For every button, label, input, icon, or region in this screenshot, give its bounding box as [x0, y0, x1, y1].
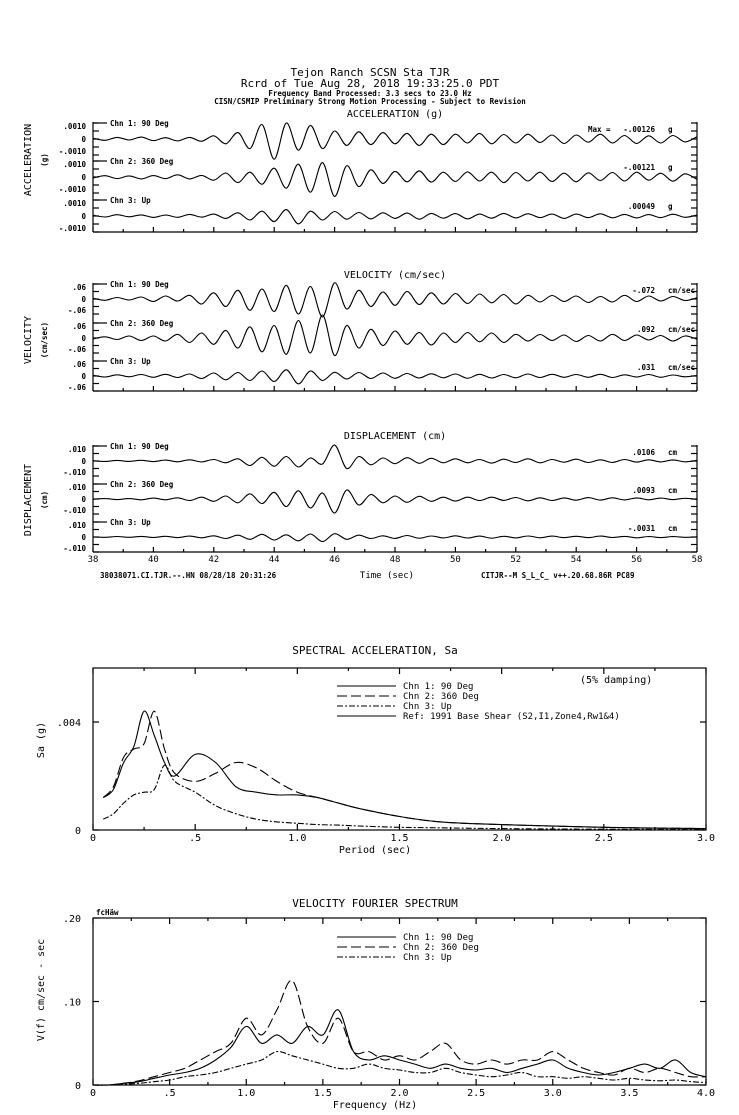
acceleration-y-tick-label: -.0010 [58, 185, 86, 194]
processing-note: CISN/CSMIP Preliminary Strong Motion Processing - Subject to Revision [214, 97, 526, 106]
displacement-y-tick-label: .010 [67, 445, 86, 454]
fourier-x-label: Frequency (Hz) [332, 1100, 418, 1111]
acceleration-channel-label: Chn 3: Up [110, 196, 151, 205]
displacement-y-tick-label: -.010 [63, 544, 86, 553]
velocity-y-tick-label: -.06 [67, 345, 86, 354]
spectral-curve-1 [103, 711, 706, 829]
velocity-channel-label: Chn 2: 360 Deg [110, 319, 174, 328]
footer-record-id: 38038071.CI.TJR.--.HN 08/28/18 20:31:26 [100, 571, 277, 580]
velocity-y-label: VELOCITY [23, 315, 34, 365]
time-tick-label: 38 [87, 555, 99, 565]
velocity-max-unit: cm/sec [668, 325, 696, 334]
acceleration-max-prefix: Max = [588, 125, 611, 134]
fourier-legend-label: Chn 2: 360 Deg [403, 943, 479, 953]
fourier-legend-label: Chn 1: 90 Deg [403, 933, 474, 943]
spectral-x-tick-label: 1.0 [288, 833, 307, 844]
acceleration-y-tick-label: 0 [81, 135, 86, 144]
acceleration-max-value: .00049 [627, 202, 655, 211]
velocity-y-tick-label: -.06 [67, 306, 86, 315]
acceleration-max-unit: g [668, 125, 673, 134]
fourier-y-tick-label: 0 [74, 1081, 81, 1092]
fourier-x-tick-label: .5 [163, 1088, 176, 1099]
acceleration-trace-2 [93, 163, 697, 197]
velocity-panel [23, 270, 697, 392]
displacement-max-value: .0093 [632, 486, 655, 495]
velocity-max-unit: cm/sec [668, 286, 696, 295]
spectral-curve-2 [103, 711, 706, 828]
fourier-title: VELOCITY FOURIER SPECTRUM [292, 897, 458, 910]
displacement-y-tick-label: .010 [67, 483, 86, 492]
displacement-y-tick-label: 0 [81, 495, 86, 504]
band-note: Frequency Band Processed: 3.3 secs to 23.0 Hz [268, 89, 472, 98]
spectral-title: SPECTRAL ACCELERATION, Sa [292, 644, 458, 657]
acceleration-max-value: -.00126 [623, 125, 655, 134]
displacement-y-tick-label: -.010 [63, 506, 86, 515]
spectral-frame [93, 668, 706, 830]
fourier-x-tick-label: 2.5 [467, 1088, 486, 1099]
fourier-y-tick-label: .10 [62, 997, 81, 1009]
velocity-y-tick-label: -.06 [67, 383, 86, 392]
velocity-max-value: .092 [636, 325, 655, 334]
time-tick-label: 54 [570, 555, 582, 565]
acceleration-y-label: ACCELERATION [23, 123, 34, 197]
spectral-legend-label: Chn 2: 360 Deg [403, 692, 479, 702]
velocity-title: VELOCITY (cm/sec) [343, 270, 447, 281]
displacement-y-tick-label: 0 [81, 533, 86, 542]
velocity-y-tick-label: .06 [72, 360, 86, 369]
fourier-legend-label: Chn 3: Up [403, 953, 452, 963]
velocity-max-value: -.072 [632, 286, 655, 295]
velocity-y-unit: (cm/sec) [40, 321, 49, 359]
displacement-trace-2 [93, 490, 697, 513]
velocity-y-tick-label: 0 [81, 295, 86, 304]
fourier-curve-2 [93, 980, 706, 1085]
spectral-panel [36, 644, 715, 856]
spectral-legend-label: Chn 1: 90 Deg [403, 682, 474, 692]
spectral-x-tick-label: 2.5 [594, 833, 613, 844]
acceleration-y-tick-label: 0 [81, 173, 86, 182]
displacement-channel-label: Chn 1: 90 Deg [110, 442, 169, 451]
displacement-y-tick-label: .010 [67, 521, 86, 530]
fourier-x-tick-label: 4.0 [696, 1088, 716, 1099]
fourier-x-tick-label: 0 [89, 1088, 97, 1099]
velocity-y-tick-label: .06 [72, 322, 86, 331]
acceleration-y-tick-label: .0010 [63, 160, 86, 169]
fourier-corner-label: fcHäw [96, 908, 119, 917]
velocity-max-value: .031 [636, 363, 655, 372]
displacement-y-unit: (cm) [40, 490, 49, 510]
fourier-x-tick-label: 1.0 [237, 1088, 256, 1099]
time-axis-label: Time (sec) [359, 571, 415, 581]
fourier-y-label: V(f) cm/sec - sec [36, 938, 47, 1042]
fourier-x-tick-label: 1.5 [313, 1088, 332, 1099]
time-tick-label: 56 [631, 555, 643, 565]
velocity-y-tick-label: .06 [72, 283, 86, 292]
spectral-legend-label: Ref: 1991 Base Shear (S2,I1,Zone4,Rw1&4) [403, 712, 620, 722]
acceleration-max-unit: g [668, 202, 673, 211]
station-title: Tejon Ranch SCSN Sta TJR [290, 66, 450, 79]
acceleration-title: ACCELERATION (g) [346, 109, 444, 120]
time-tick-label: 40 [147, 555, 159, 565]
displacement-trace-3 [93, 534, 697, 542]
spectral-x-tick-label: 3.0 [696, 833, 716, 844]
displacement-title: DISPLACEMENT (cm) [343, 431, 447, 442]
spectral-x-tick-label: 2.0 [492, 833, 511, 844]
time-tick-label: 46 [329, 555, 341, 565]
acceleration-channel-label: Chn 2: 360 Deg [110, 157, 174, 166]
record-title: Rcrd of Tue Aug 28, 2018 19:33:25.0 PDT [240, 77, 500, 90]
velocity-trace-2 [93, 315, 697, 356]
spectral-x-tick-label: 1.5 [390, 833, 409, 844]
spectral-panels [36, 644, 715, 1111]
fourier-x-tick-label: 3.5 [620, 1088, 639, 1099]
displacement-panel [23, 431, 702, 565]
displacement-max-value: -.0031 [627, 524, 655, 533]
displacement-max-value: .0106 [632, 448, 655, 457]
displacement-trace-1 [93, 445, 697, 469]
time-series-panels [23, 109, 702, 565]
velocity-y-tick-label: 0 [81, 372, 86, 381]
acceleration-y-unit: (g) [40, 153, 49, 167]
time-tick-label: 42 [208, 555, 220, 565]
acceleration-y-tick-label: -.0010 [58, 147, 86, 156]
spectral-x-label: Period (sec) [338, 845, 412, 856]
spectral-x-tick-label: 0 [89, 833, 97, 844]
displacement-max-unit: cm [668, 448, 678, 457]
displacement-channel-label: Chn 3: Up [110, 518, 151, 527]
acceleration-trace-3 [93, 210, 697, 224]
spectral-y-label: Sa (g) [36, 721, 47, 759]
velocity-channel-label: Chn 1: 90 Deg [110, 280, 169, 289]
displacement-max-unit: cm [668, 524, 678, 533]
displacement-y-label: DISPLACEMENT [23, 463, 34, 537]
fourier-x-tick-label: 3.0 [543, 1088, 562, 1099]
footer-processing-id: CITJR--M S_L_C_ v++.20.68.86R PC89 [481, 571, 635, 580]
acceleration-y-tick-label: .0010 [63, 122, 86, 131]
fourier-x-tick-label: 2.0 [390, 1088, 409, 1099]
acceleration-panel [23, 109, 697, 233]
velocity-trace-3 [93, 370, 697, 384]
acceleration-channel-label: Chn 1: 90 Deg [110, 119, 169, 128]
displacement-channel-label: Chn 2: 360 Deg [110, 480, 174, 489]
displacement-max-unit: cm [668, 486, 678, 495]
fourier-curve-1 [93, 1010, 706, 1085]
displacement-y-tick-label: -.010 [63, 468, 86, 477]
time-tick-label: 44 [268, 555, 280, 565]
acceleration-max-value: -.00121 [623, 163, 655, 172]
spectral-damping-note: (5% damping) [580, 675, 653, 686]
spectral-curve-3 [103, 765, 706, 829]
time-tick-label: 52 [510, 555, 522, 565]
fourier-panel [36, 897, 715, 1111]
spectral-legend-label: Chn 3: Up [403, 702, 452, 712]
fourier-y-tick-label: .20 [62, 914, 81, 925]
velocity-y-tick-label: 0 [81, 334, 86, 343]
displacement-y-tick-label: 0 [81, 457, 86, 466]
velocity-max-unit: cm/sec [668, 363, 696, 372]
time-tick-label: 48 [389, 555, 401, 565]
acceleration-max-unit: g [668, 163, 673, 172]
spectral-y-tick-label: 0 [74, 826, 81, 837]
acceleration-y-tick-label: -.0010 [58, 224, 86, 233]
time-tick-label: 58 [691, 555, 703, 565]
velocity-channel-label: Chn 3: Up [110, 357, 151, 366]
acceleration-y-tick-label: .0010 [63, 199, 86, 208]
time-tick-label: 50 [449, 555, 461, 565]
spectral-x-tick-label: .5 [189, 833, 202, 844]
velocity-trace-1 [93, 283, 697, 317]
acceleration-y-tick-label: 0 [81, 212, 86, 221]
spectral-y-tick-label: .004 [56, 718, 81, 729]
